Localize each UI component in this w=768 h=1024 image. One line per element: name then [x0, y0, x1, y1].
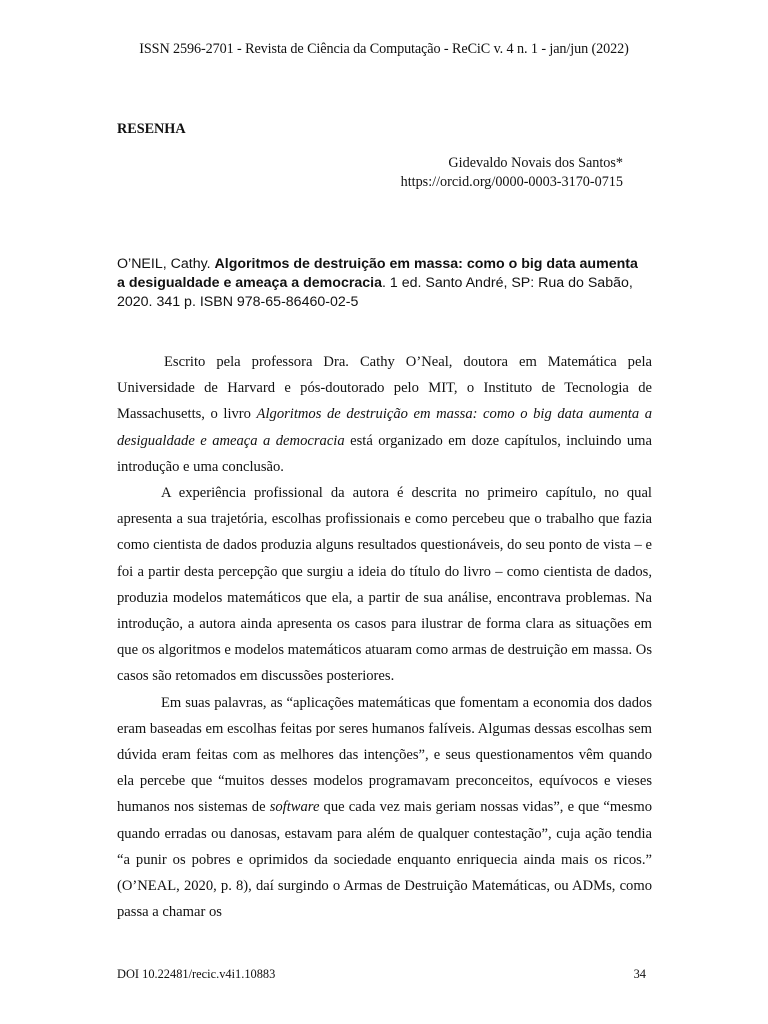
paragraph-3	[117, 690, 652, 926]
paragraph-3-italic-term: software	[269, 799, 320, 816]
paragraph-3-text-b: que cada vez mais geriam nossas vidas”, e que “mesmo quando erradas ou danosas, estavam para além de qualquer contestação”, cuja ação tendia “a punir os pobres e oprimidos da sociedade enquanto enriquecia ainda mais os ricos.” (O’NEAL, 2020, p. 8), daí surgindo o Armas de Destruição Matemáticas, ou ADMs, como passa a chamar os	[117, 799, 652, 921]
reference-author: O’NEIL, Cathy.	[117, 256, 215, 272]
paragraph-2: A experiência profissional da autora é descrita no primeiro capítulo, no qual apresenta a sua trajetória, escolhas profissionais e como percebeu que o trabalho que fazia como cientista de dados produzia alguns resultados questionáveis, do seu ponto de vista – e foi a partir desta percepção que surgiu a ideia do título do livro – como cientista de dados, produzia modelos matemáticos que ela, a partir de sua análise, encontrava problemas. Na introdução, a autora ainda apresenta os casos para ilustrar de forma clara as situações em que os algoritmos e modelos matemáticos atuaram como armas de destruição em massa. Os casos são retomados em discussões posteriores.	[117, 485, 652, 685]
page-number: 34	[633, 967, 646, 981]
paragraph-1-book-title: Algoritmos de destruição em massa: como o big data aumenta a desigualdade e ameaça a democracia	[117, 406, 652, 449]
section-title: RESENHA	[117, 121, 186, 137]
paragraph-1-text-b: está organizado em doze capítulos, incluindo uma introdução e uma conclusão.	[117, 432, 652, 475]
paragraph-3-text-a: Em suas palavras, as “aplicações matemáticas que fomentam a economia dos dados eram baseadas em escolhas feitas por seres humanos falíveis. Algumas dessas escolhas sem dúvida eram feitas com as melhores das intenções”, e seus questionamentos vêm quando ela percebe que “muitos desses modelos programavam preconceitos, equívocos e vieses humanos nos sistemas de	[117, 694, 652, 816]
paragraph-1-text-a: Escrito pela professora Dra. Cathy O’Neal, doutora em Matemática pela Universidade de Harvard e pós-doutorado pelo MIT, o Instituto de Tecnologia de Massachusetts, o livro	[117, 354, 652, 423]
reference-details: . 1 ed. Santo André, SP: Rua do Sabão, 2020. 341 p. ISBN 978-65-86460-02-5	[117, 275, 633, 310]
journal-header: ISSN 2596-2701 - Revista de Ciência da Computação - ReCiC v. 4 n. 1 - jan/jun (2022)	[139, 41, 629, 57]
book-reference	[117, 255, 647, 312]
paragraph-1	[117, 349, 652, 480]
author-name: Gidevaldo Novais dos Santos*	[448, 155, 623, 171]
author-block	[401, 154, 623, 192]
doi-footer: DOI 10.22481/recic.v4i1.10883	[117, 967, 276, 981]
reference-title: Algoritmos de destruição em massa: como o big data aumenta a desigualdade e ameaça a democracia	[117, 256, 638, 291]
author-orcid: https://orcid.org/0000-0003-3170-0715	[400, 174, 623, 190]
review-body	[117, 349, 652, 925]
